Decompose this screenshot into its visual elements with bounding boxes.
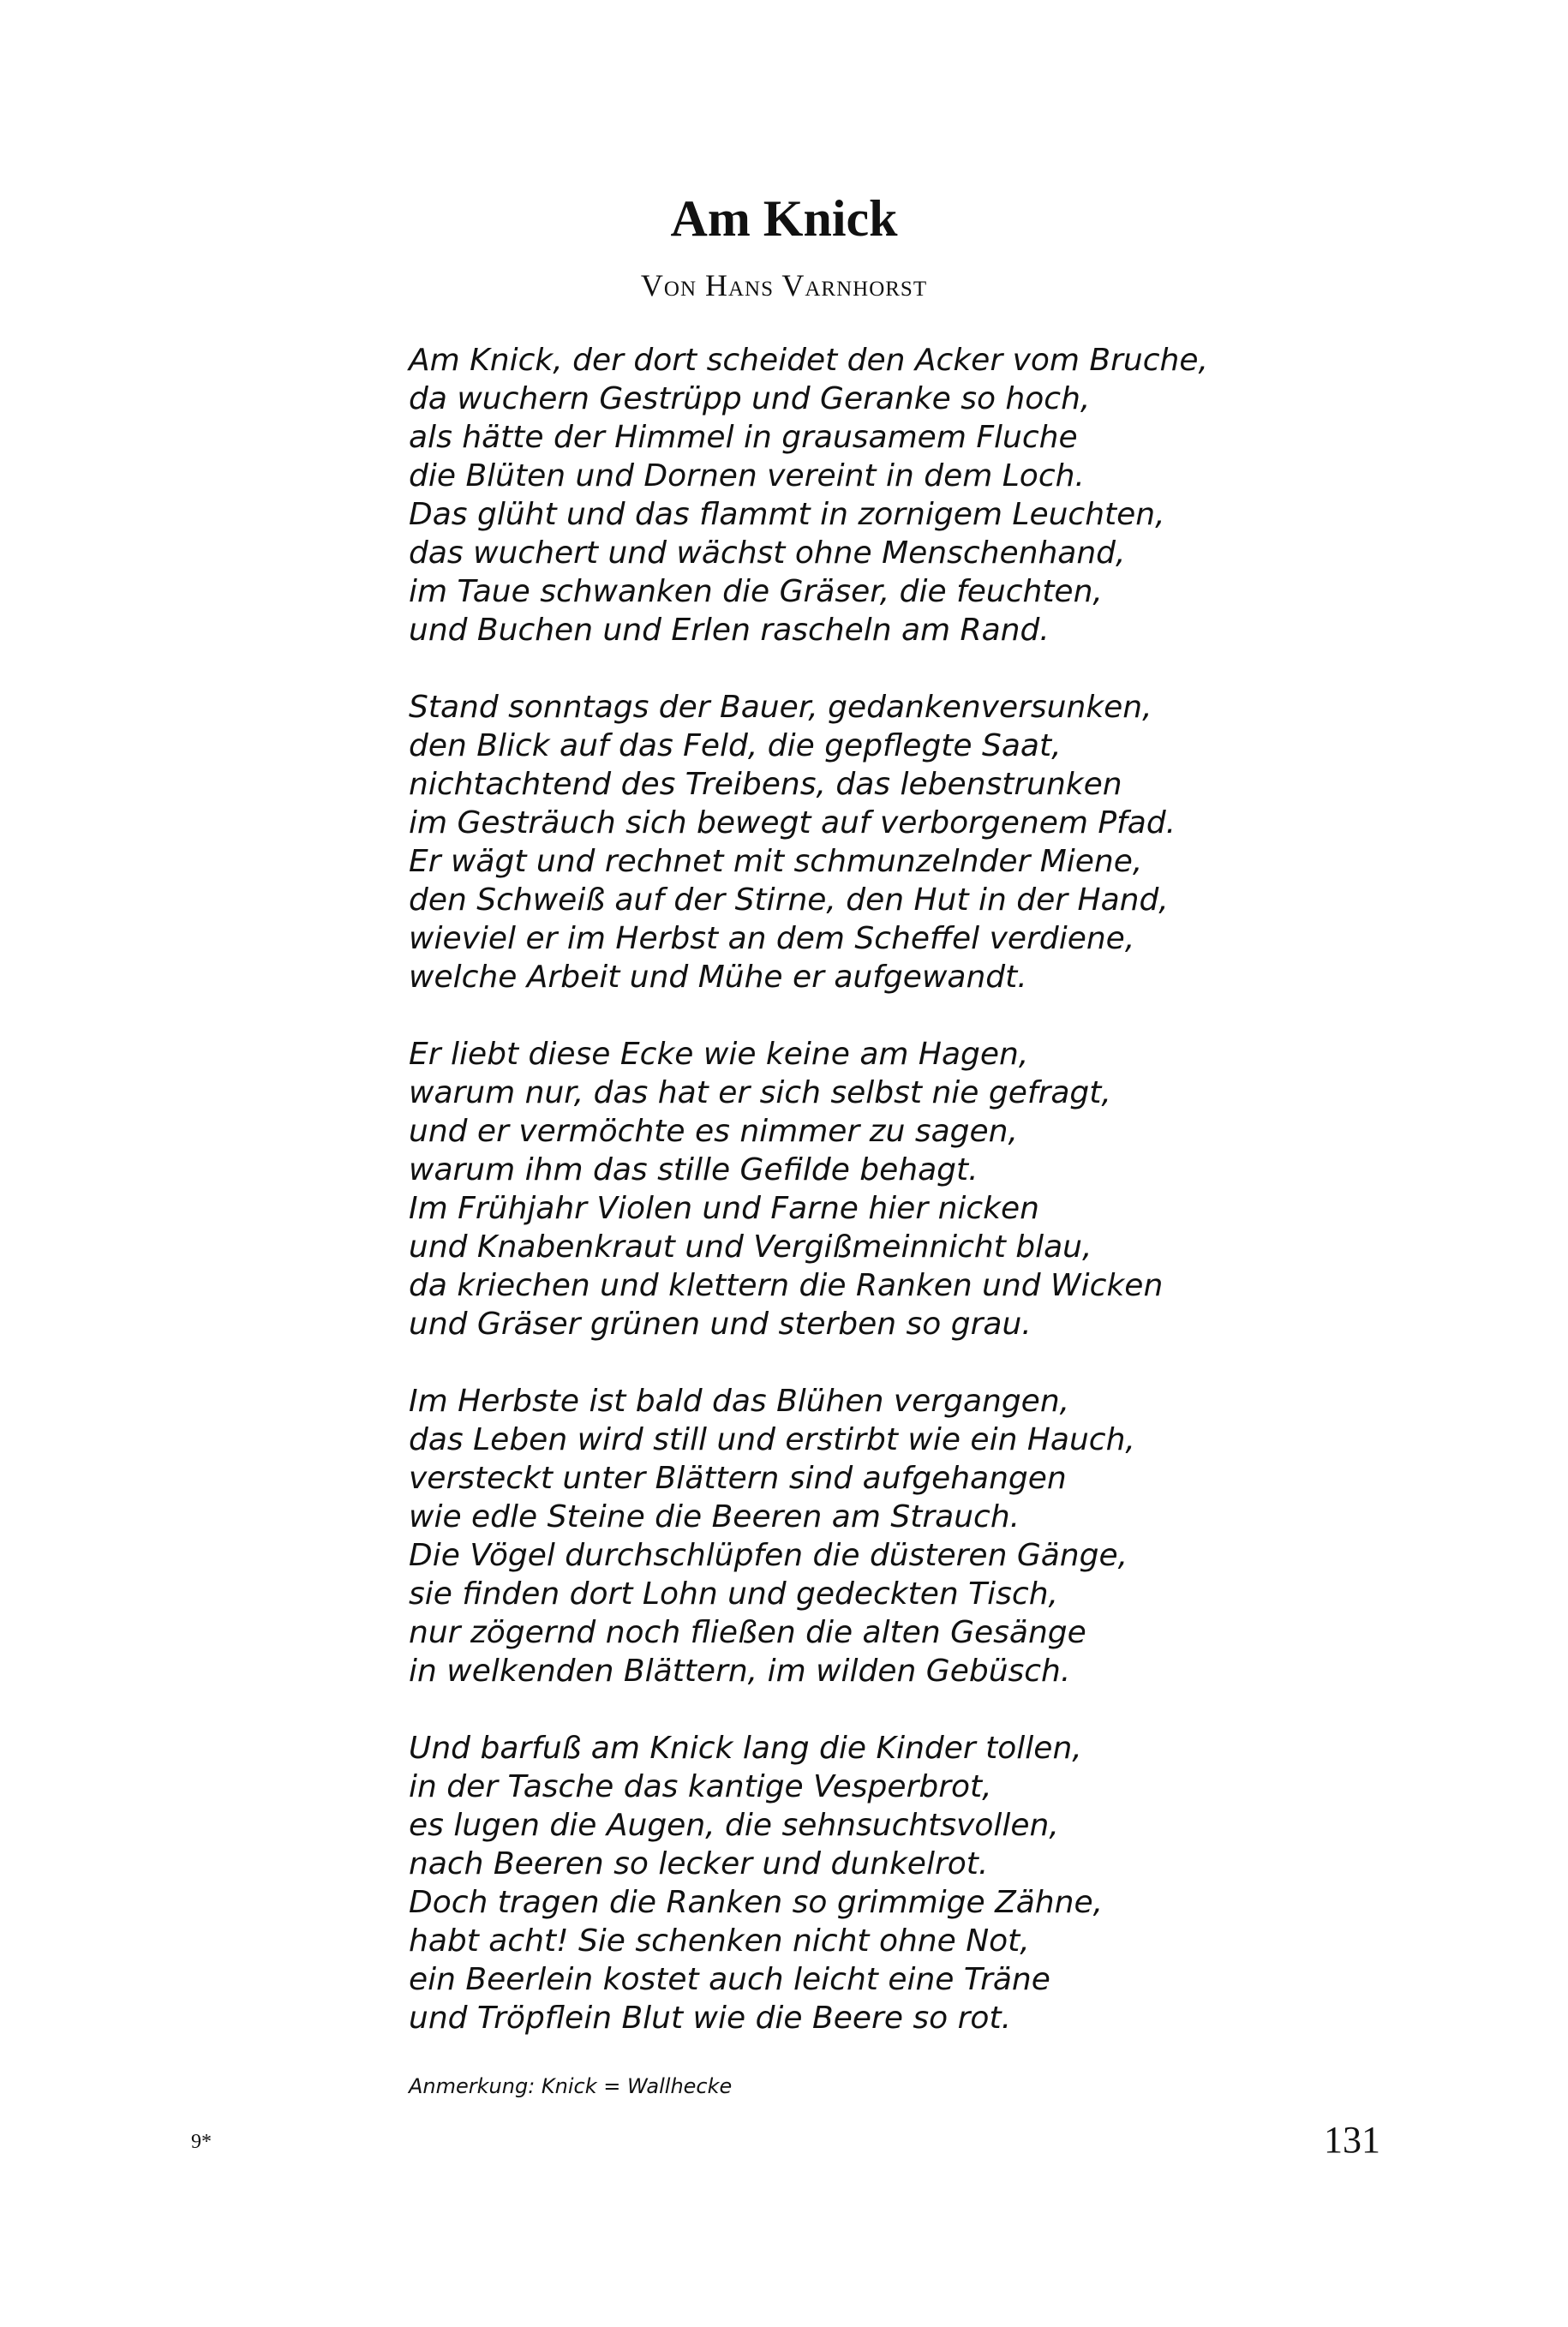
poem-line: und Buchen und Erlen rascheln am Rand. <box>409 613 1050 648</box>
poem-line: das Leben wird still und erstirbt wie ein Hauch, <box>409 1422 1135 1457</box>
poem-line: Im Frühjahr Violen und Farne hier nicken <box>409 1191 1039 1226</box>
poem-line: die Blüten und Dornen vereint in dem Loch. <box>409 458 1085 494</box>
poem-line: wieviel er im Herbst an dem Scheffel verdiene, <box>409 921 1135 956</box>
poem-line: Am Knick, der dort scheidet den Acker vom Bruche, <box>409 343 1208 378</box>
poem-line: den Schweiß auf der Stirne, den Hut in der Hand, <box>409 882 1169 918</box>
poem-line: Doch tragen die Ranken so grimmige Zähne, <box>409 1885 1104 1920</box>
stanza <box>409 1035 1266 1343</box>
poem-author: Von Hans Varnhorst <box>640 268 928 302</box>
poem-line: das wuchert und wächst ohne Menschenhand, <box>409 535 1126 571</box>
poem-line: und Knabenkraut und Vergißmeinnicht blau, <box>409 1229 1092 1265</box>
poem-line: warum nur, das hat er sich selbst nie gefragt, <box>409 1075 1111 1110</box>
poem-line: den Blick auf das Feld, die gepflegte Saat, <box>409 728 1062 763</box>
poem-title: Am Knick <box>670 190 898 247</box>
poem-line: habt acht! Sie schenken nicht ohne Not, <box>409 1923 1030 1959</box>
poem-line: und Tröpflein Blut wie die Beere so rot. <box>409 2001 1012 2036</box>
poem-line: im Taue schwanken die Gräser, die feuchten, <box>409 574 1103 609</box>
poem-line: Er liebt diese Ecke wie keine am Hagen, <box>409 1037 1029 1072</box>
poem-line: nur zögernd noch fließen die alten Gesänge <box>409 1615 1086 1650</box>
page-number: 131 <box>1324 2119 1380 2161</box>
poem-line: wie edle Steine die Beeren am Strauch. <box>409 1499 1020 1534</box>
poem-line: nach Beeren so lecker und dunkelrot. <box>409 1846 989 1881</box>
stanza <box>409 1382 1266 1690</box>
poem-line: welche Arbeit und Mühe er aufgewandt. <box>409 960 1027 995</box>
poem-line: warum ihm das stille Gefilde behagt. <box>409 1152 979 1187</box>
poem-line: es lugen die Augen, die sehnsuchtsvollen, <box>409 1808 1059 1843</box>
poem-line: Das glüht und das flammt in zornigem Leuchten, <box>409 497 1165 532</box>
stanza <box>409 341 1266 649</box>
stanza <box>409 1729 1266 2037</box>
poem-line: und Gräser grünen und sterben so grau. <box>409 1307 1032 1342</box>
poem-line: in welkenden Blättern, im wilden Gebüsch. <box>409 1654 1071 1689</box>
poem-line: versteckt unter Blättern sind aufgehangen <box>409 1461 1067 1496</box>
poem-line: in der Tasche das kantige Vesperbrot, <box>409 1769 992 1804</box>
poem-line: Er wägt und rechnet mit schmunzelnder Miene, <box>409 844 1143 879</box>
poem-line: da kriechen und klettern die Ranken und Wicken <box>409 1268 1164 1303</box>
poem-line: Die Vögel durchschlüpfen die düsteren Gänge, <box>409 1538 1128 1573</box>
poem-line: Und barfuß am Knick lang die Kinder tollen, <box>409 1731 1082 1766</box>
signature-mark: 9* <box>191 2131 212 2153</box>
poem-line: sie finden dort Lohn und gedeckten Tisch, <box>409 1576 1058 1612</box>
poem-line: und er vermöchte es nimmer zu sagen, <box>409 1114 1018 1149</box>
poem-line: Im Herbste ist bald das Blühen vergangen, <box>409 1384 1070 1419</box>
poem-line: im Gesträuch sich bewegt auf verborgenem Pfad. <box>409 805 1176 840</box>
footnote: Anmerkung: Knick = Wallhecke <box>409 2074 733 2098</box>
poem-line: Stand sonntags der Bauer, gedankenversunken, <box>409 690 1152 725</box>
poem-line: ein Beerlein kostet auch leicht eine Träne <box>409 1962 1050 1997</box>
stanza <box>409 688 1266 996</box>
poem-line: als hätte der Himmel in grausamem Fluche <box>409 420 1078 455</box>
poem-body <box>409 341 1266 2037</box>
poem-line: da wuchern Gestrüpp und Geranke so hoch, <box>409 381 1091 416</box>
poem-line: nichtachtend des Treibens, das lebenstrunken <box>409 767 1122 802</box>
